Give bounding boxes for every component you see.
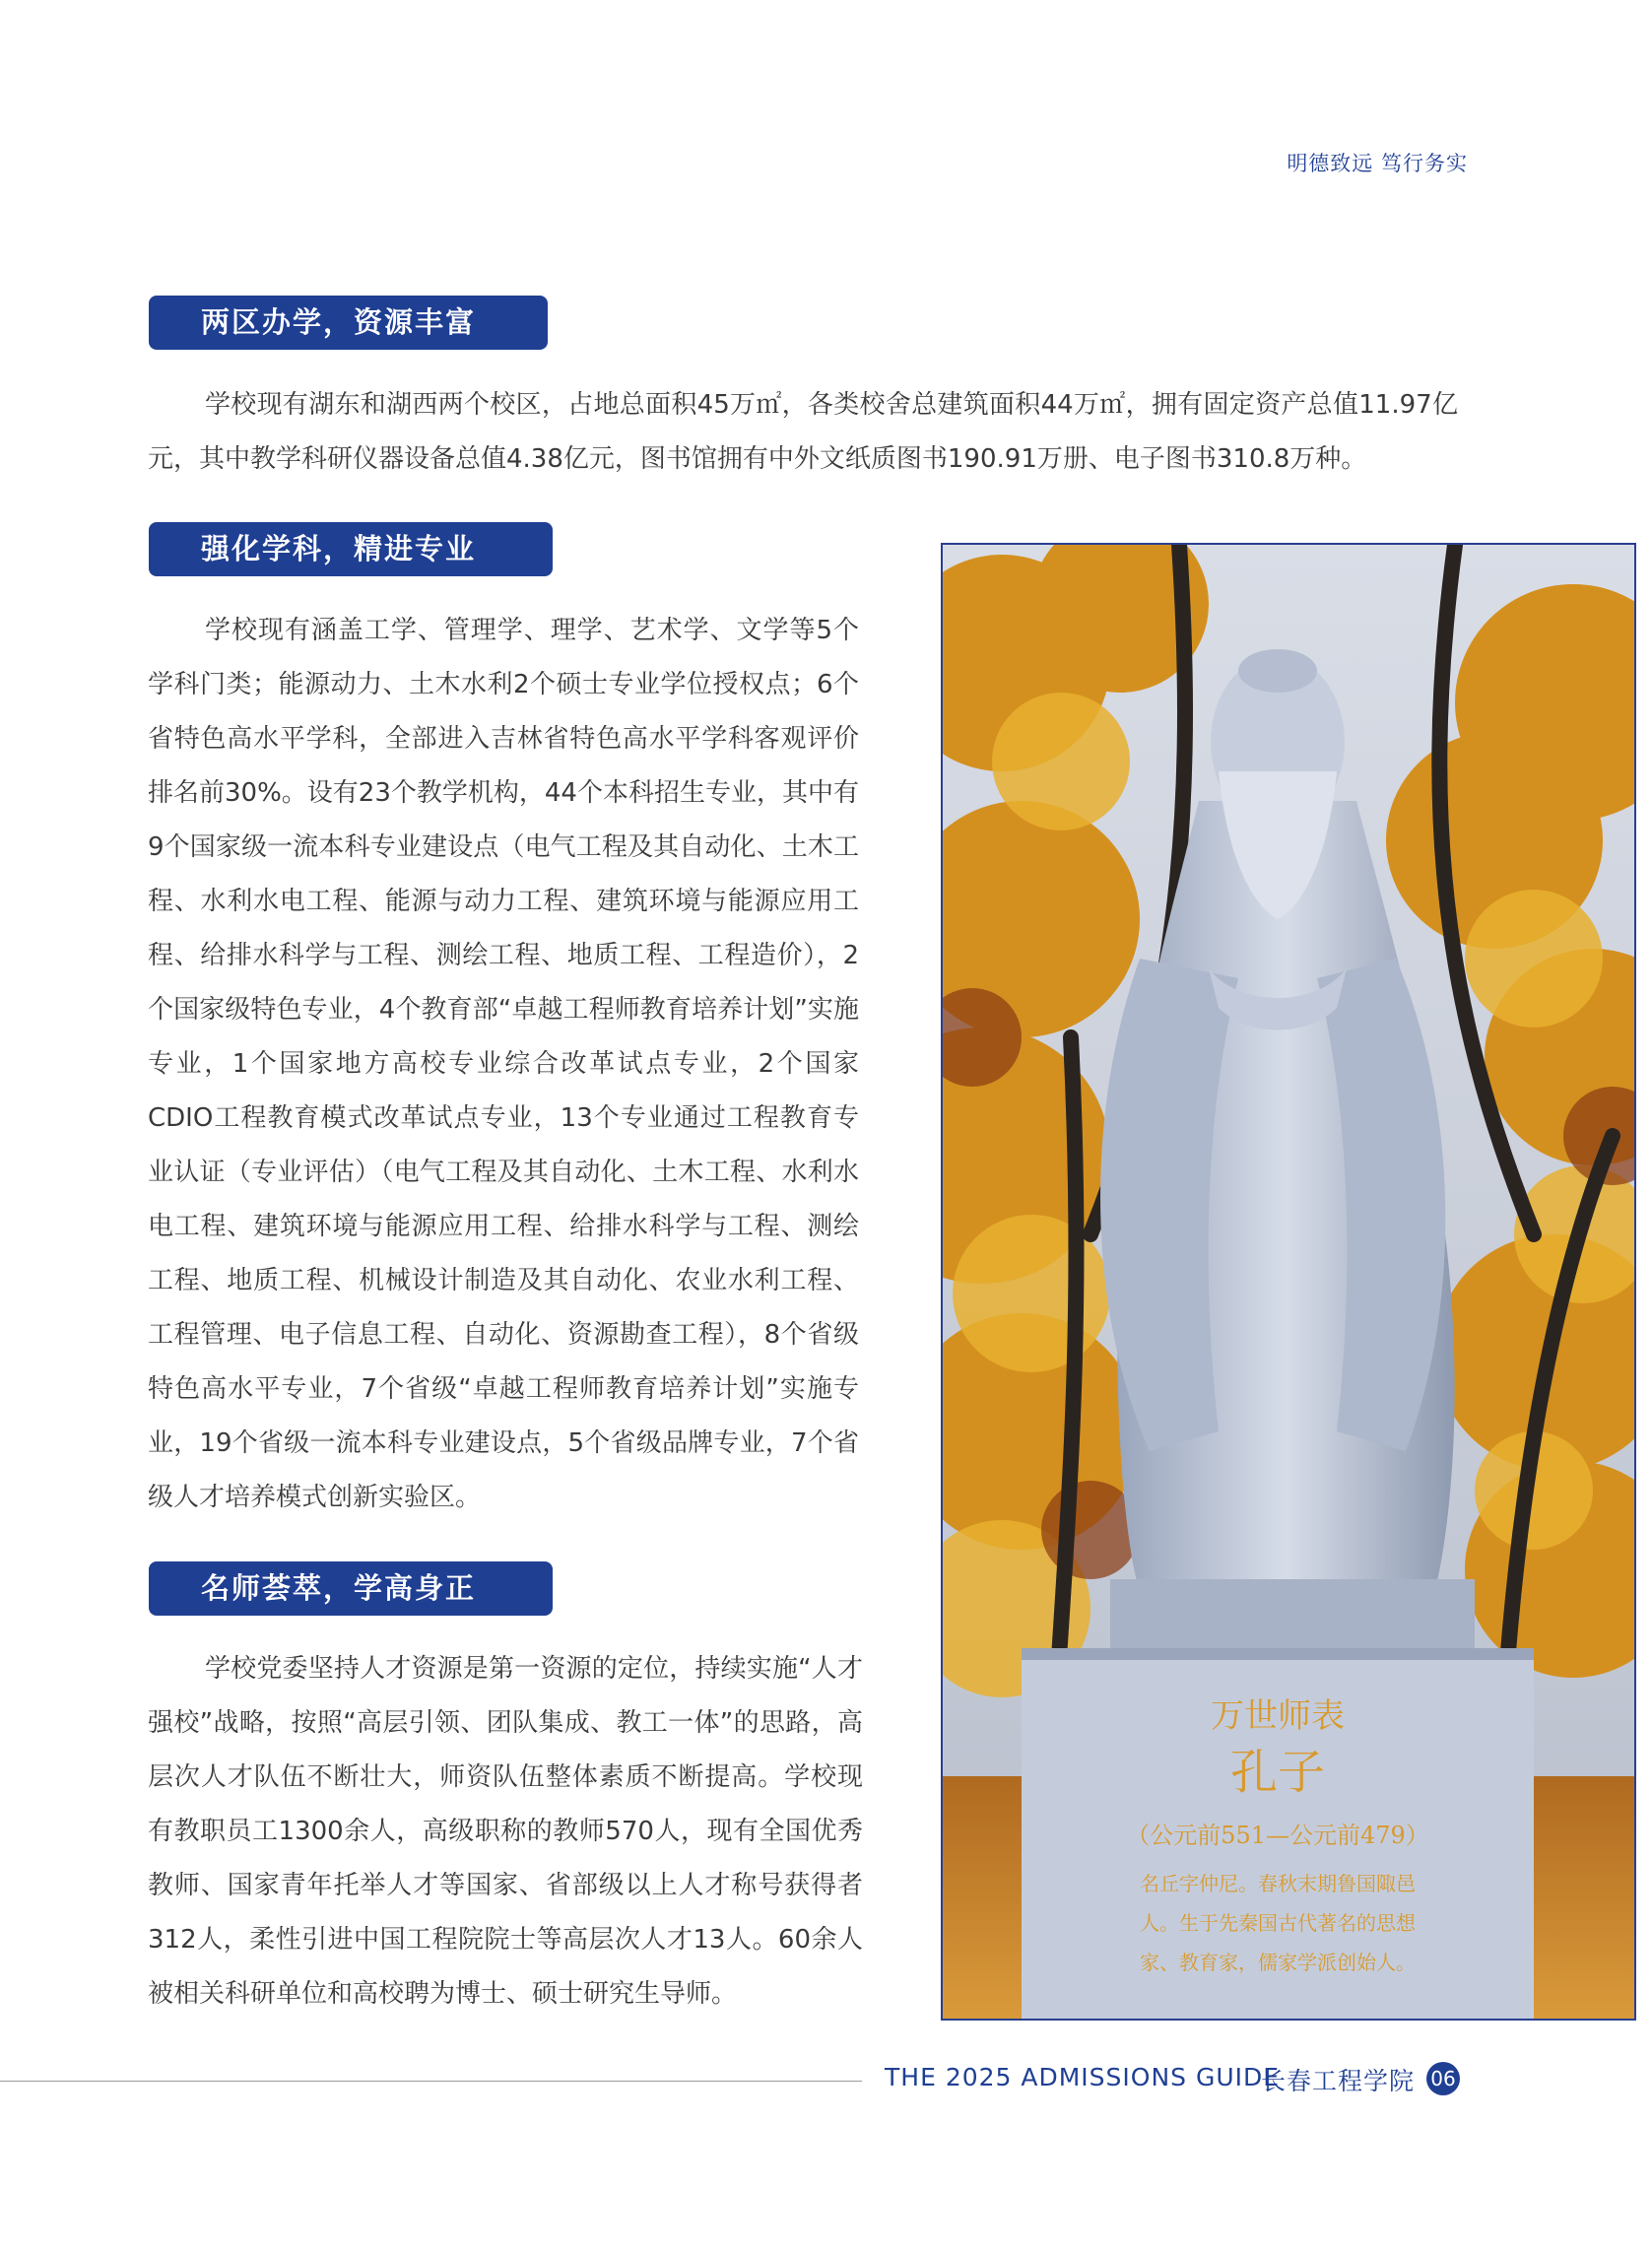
plaque-text-line1: 名丘字仲尼。春秋末期鲁国陬邑 bbox=[1140, 1872, 1416, 1895]
section-heading-faculty: 名师荟萃，学高身正 bbox=[149, 1561, 553, 1616]
page-number: 06 bbox=[1426, 2062, 1460, 2095]
footer-guide-title: THE 2025 ADMISSIONS GUIDE bbox=[885, 2063, 1281, 2091]
plaque-name: 孔子 bbox=[1229, 1745, 1326, 1800]
section-body-faculty: 学校党委坚持人才资源是第一资源的定位，持续实施“人才强校”战略，按照“高层引领、团队集成、教工一体”的思路，高层次人才队伍不断壮大，师资队伍整体素质不断提高。学校现有教职员工1300余人，高级职称的教师570人，现有全国优秀教师、国家青年托举人才等国家、省部级以上人才称号获得者312人，柔性引进中国工程院院士等高层次人才13人。60余人被相关科研单位和高校聘为博士、硕士研究生导师。 bbox=[148, 1654, 863, 2009]
footer-divider bbox=[0, 2081, 862, 2082]
plaque-text-line2: 人。生于先秦国古代著名的思想 bbox=[1140, 1911, 1416, 1935]
header-motto: 明德致远 笃行务实 bbox=[1287, 152, 1468, 175]
footer-school-name: 长春工程学院 bbox=[1261, 2067, 1416, 2095]
plaque-dates: （公元前551—公元前479） bbox=[1126, 1822, 1429, 1849]
plaque-title: 万世师表 bbox=[1211, 1696, 1345, 1736]
section-heading-disciplines: 强化学科，精进专业 bbox=[149, 522, 553, 576]
confucius-statue-photo bbox=[941, 543, 1636, 2021]
section-body-disciplines: 学校现有涵盖工学、管理学、理学、艺术学、文学等5个学科门类；能源动力、土木水利2个硕士专业学位授权点；6个省特色高水平学科，全部进入吉林省特色高水平学科客观评价排名前30%。设有23个教学机构，44个本科招生专业，其中有9个国家级一流本科专业建设点（电气工程及其自动化、土木工程、水利水电工程、能源与动力工程、建筑环境与能源应用工程、给排水科学与工程、测绘工程、地质工程、工程造价），2个国家级特色专业，4个教育部“卓越工程师教育培养计划”实施专业，1个国家地方高校专业综合改革试点专业，2个国家CDIO工程教育模式改革试点专业，13个专业通过工程教育专业认证（专业评估）（电气工程及其自动化、土木工程、水利水电工程、建筑环境与能源应用工程、给排水科学与工程、测绘工程、地质工程、机械设计制造及其自动化、农业水利工程、工程管理、电子信息工程、自动化、资源勘查工程），8个省级特色高水平专业，7个省级“卓越工程师教育培养计划”实施专业，19个省级一流本科专业建设点，5个省级品牌专业，7个省级人才培养模式创新实验区。 bbox=[148, 616, 859, 1512]
section-body-campus: 学校现有湖东和湖西两个校区，占地总面积45万㎡，各类校舍总建筑面积44万㎡，拥有固定资产总值11.97亿元，其中教学科研仪器设备总值4.38亿元，图书馆拥有中外文纸质图书190.91万册、电子图书310.8万种。 bbox=[148, 390, 1458, 474]
section-heading-campus: 两区办学，资源丰富 bbox=[149, 296, 548, 350]
plaque-text-line3: 家、教育家，儒家学派创始人。 bbox=[1140, 1951, 1416, 1974]
